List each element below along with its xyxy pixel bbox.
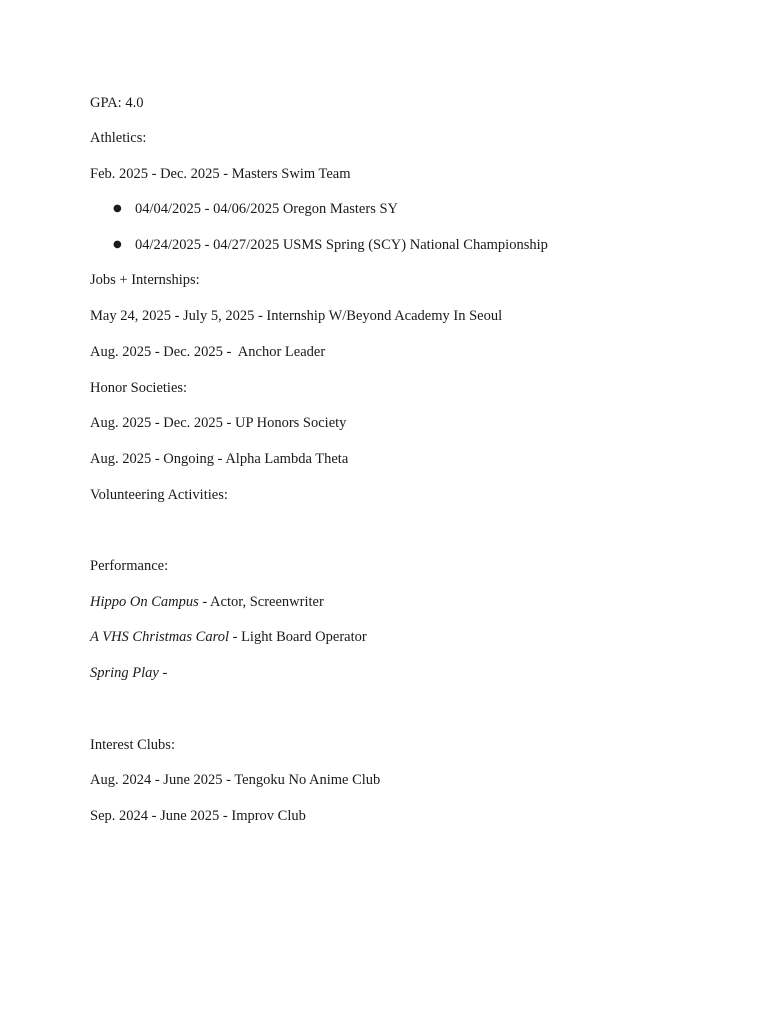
athletics-bullet-item [113,236,548,254]
honor-heading: Honor Societies: [90,380,188,396]
performance-entry [90,593,324,611]
clubs-entry: Sep. 2024 - June 2025 - Improv Club [90,808,306,824]
performance-role: - Actor, Screenwriter [198,594,324,610]
performance-entry [90,628,367,646]
athletics-entry: Feb. 2025 - Dec. 2025 - Masters Swim Team [90,166,351,182]
honor-entry: Aug. 2025 - Dec. 2025 - UP Honors Society [90,415,347,431]
clubs-heading: Interest Clubs: [90,737,175,753]
performance-heading: Performance: [90,558,169,574]
clubs-entry: Aug. 2024 - June 2025 - Tengoku No Anime Club [90,772,381,788]
athletics-bullet-item [113,200,398,218]
performance-title: Hippo On Campus [90,594,199,610]
bullet-icon: ● [113,239,122,250]
jobs-heading: Jobs + Internships: [90,272,200,288]
honor-entry: Aug. 2025 - Ongoing - Alpha Lambda Theta [90,451,349,467]
bullet-icon: ● [113,203,122,214]
athletics-heading: Athletics: [90,130,147,146]
performance-role: - Light Board Operator [228,629,367,645]
jobs-entry: Aug. 2025 - Dec. 2025 - Anchor Leader [90,344,326,360]
gpa-line: GPA: 4.0 [90,95,144,111]
performance-title: Spring Play - [90,665,168,681]
athletics-bullet-text: 04/04/2025 - 04/06/2025 Oregon Masters SY [135,201,398,217]
volunteering-heading: Volunteering Activities: [90,487,228,503]
performance-entry [90,664,167,682]
jobs-entry: May 24, 2025 - July 5, 2025 - Internship W/Beyond Academy In Seoul [90,308,503,324]
athletics-bullet-text: 04/24/2025 - 04/27/2025 USMS Spring (SCY) National Championship [135,237,548,253]
performance-title: A VHS Christmas Carol [90,629,229,645]
